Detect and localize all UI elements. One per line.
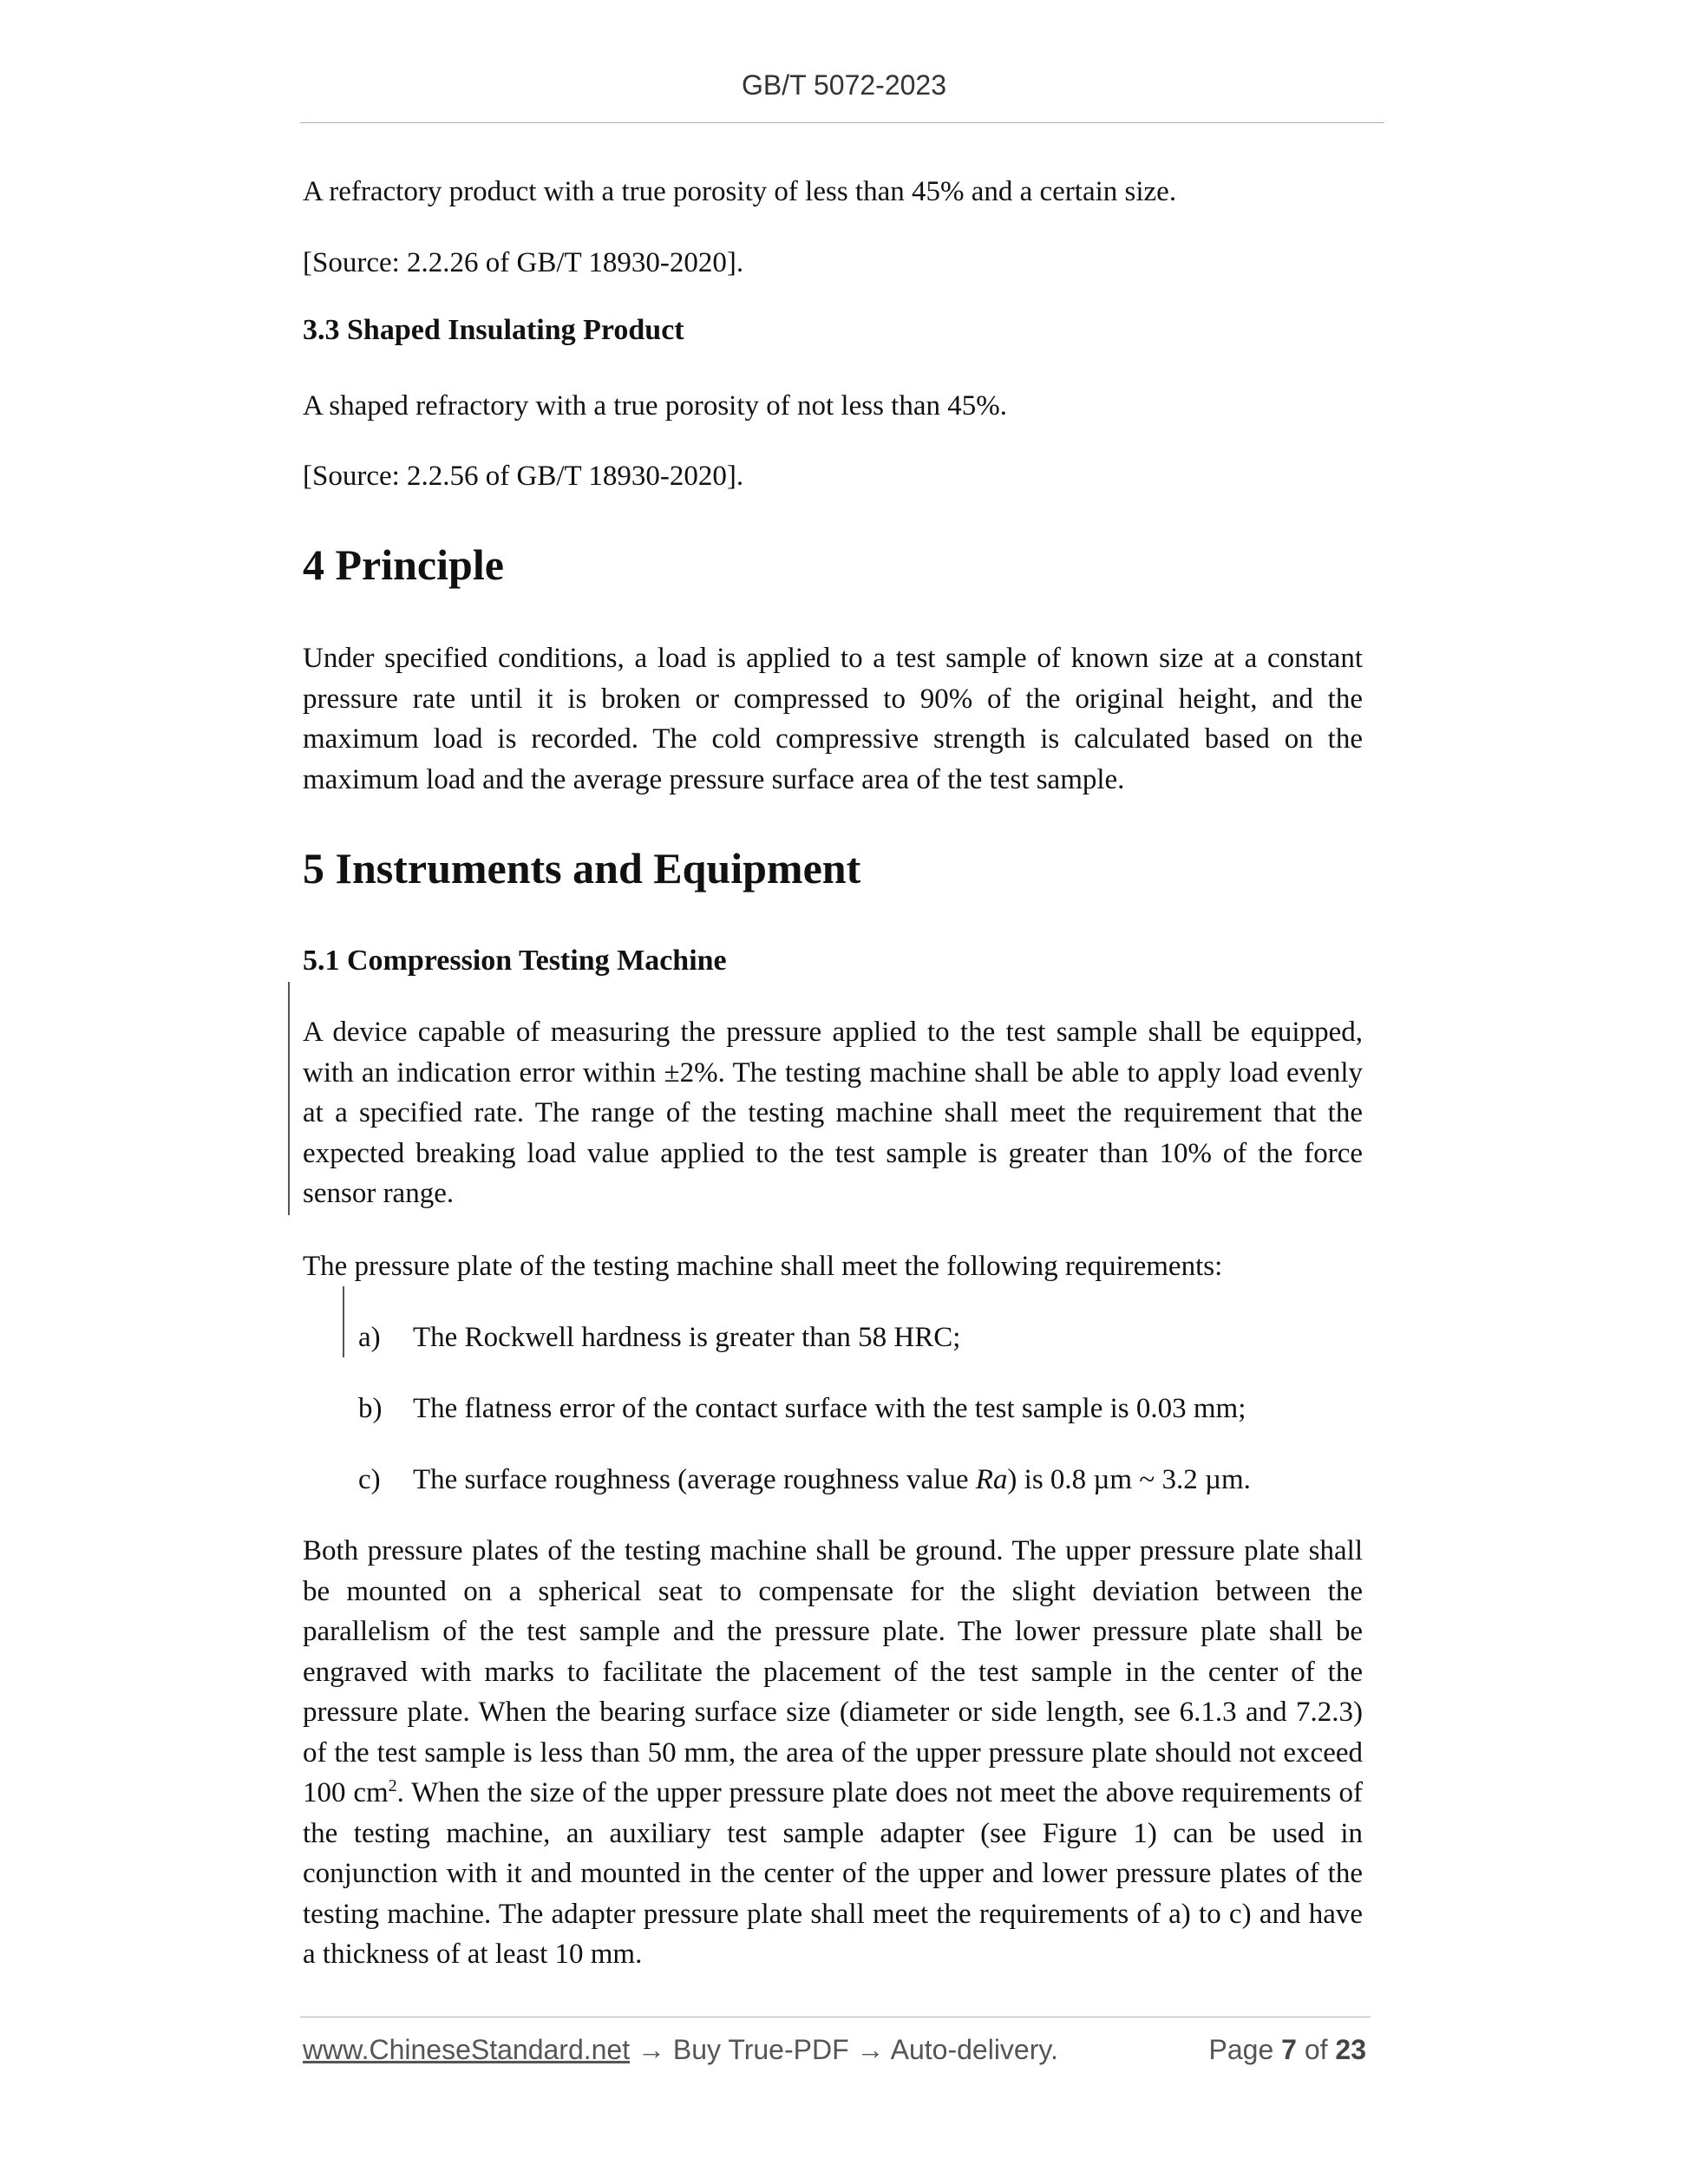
running-header: GB/T 5072-2023 (741, 69, 946, 101)
current-page: 7 (1281, 2034, 1297, 2065)
definition-text: A shaped refractory with a true porosity of not less than 45%. (303, 390, 1007, 422)
change-bar (343, 1286, 344, 1357)
total-pages: 23 (1335, 2034, 1366, 2065)
change-bar (288, 982, 290, 1215)
section-heading-3-3: 3.3 Shaped Insulating Product (303, 314, 684, 346)
definition-text: A refractory product with a true porosity of less than 45% and a certain size. (303, 176, 1177, 207)
header-rule (300, 122, 1384, 123)
section-heading-5: 5 Instruments and Equipment (303, 844, 861, 893)
superscript: 2 (388, 1776, 397, 1795)
pressure-plate-paragraph (303, 1531, 1363, 1975)
principle-paragraph: Under specified conditions, a load is applied to a test sample of known size at a constant pressure rate until it is broken or compressed to 90% of the original height, and the maximum load is recorded. The cold compressive strength is calculated based on the maximum load and the average pressure surface area of the test sample. (303, 643, 1363, 795)
section-heading-4: 4 Principle (303, 540, 504, 589)
list-text-part: The surface roughness (average roughness value (413, 1464, 976, 1495)
source-note: [Source: 2.2.56 of GB/T 18930-2020]. (303, 461, 744, 492)
list-marker: c) (358, 1464, 381, 1495)
footer-promo-text: → Buy True-PDF → Auto-delivery. (630, 2034, 1058, 2065)
paragraph-part: Both pressure plates of the testing machine shall be ground. The upper pressure plate shall be mounted on a spherical seat to compensate for the slight deviation between the parallelism of the test sample and the pressure plate. The lower pressure plate shall be engraved with marks to facilitate the placement of the test sample in the center of the pressure plate. When the bearing surface size (diameter or side length, see 6.1.3 and 7.2.3) of the test sample is less than 50 mm, the area of the upper pressure plate should not exceed 100 cm (303, 1535, 1363, 1808)
list-text (413, 1460, 1251, 1501)
of-label: of (1304, 2034, 1328, 2065)
paragraph-part: . When the size of the upper pressure plate does not meet the above requirements of the testing machine, an auxiliary test sample adapter (see Figure 1) can be used in conjunction with it and mounted in the center of the upper and lower pressure plates of the testing machine. The adapter pressure plate shall meet the requirements of a) to c) and have a thickness of at least 10 mm. (303, 1777, 1363, 1970)
page-number (1209, 2034, 1366, 2066)
footer-promo (303, 2034, 1058, 2066)
requirements-intro: The pressure plate of the testing machine shall meet the following requirements: (303, 1251, 1223, 1282)
list-marker: b) (358, 1393, 383, 1424)
list-text-part: ) is 0.8 µm ~ 3.2 µm. (1007, 1464, 1251, 1495)
list-text: The Rockwell hardness is greater than 58 HRC; (413, 1322, 961, 1353)
source-note: [Source: 2.2.26 of GB/T 18930-2020]. (303, 247, 744, 278)
site-link[interactable]: www.ChineseStandard.net (303, 2034, 631, 2065)
page-label: Page (1208, 2034, 1274, 2065)
roughness-symbol: Ra (975, 1464, 1008, 1495)
list-text: The flatness error of the contact surface with the test sample is 0.03 mm; (413, 1393, 1246, 1424)
section-heading-5-1: 5.1 Compression Testing Machine (303, 945, 727, 977)
list-marker: a) (358, 1322, 381, 1353)
machine-paragraph: A device capable of measuring the pressure applied to the test sample shall be equipped, with an indication error within ±2%. The testing machine shall be able to apply load evenly at a specified rate. The range of the testing machine shall meet the requirement that the expected breaking load value applied to the test sample is greater than 10% of the force sensor range. (303, 1017, 1363, 1209)
